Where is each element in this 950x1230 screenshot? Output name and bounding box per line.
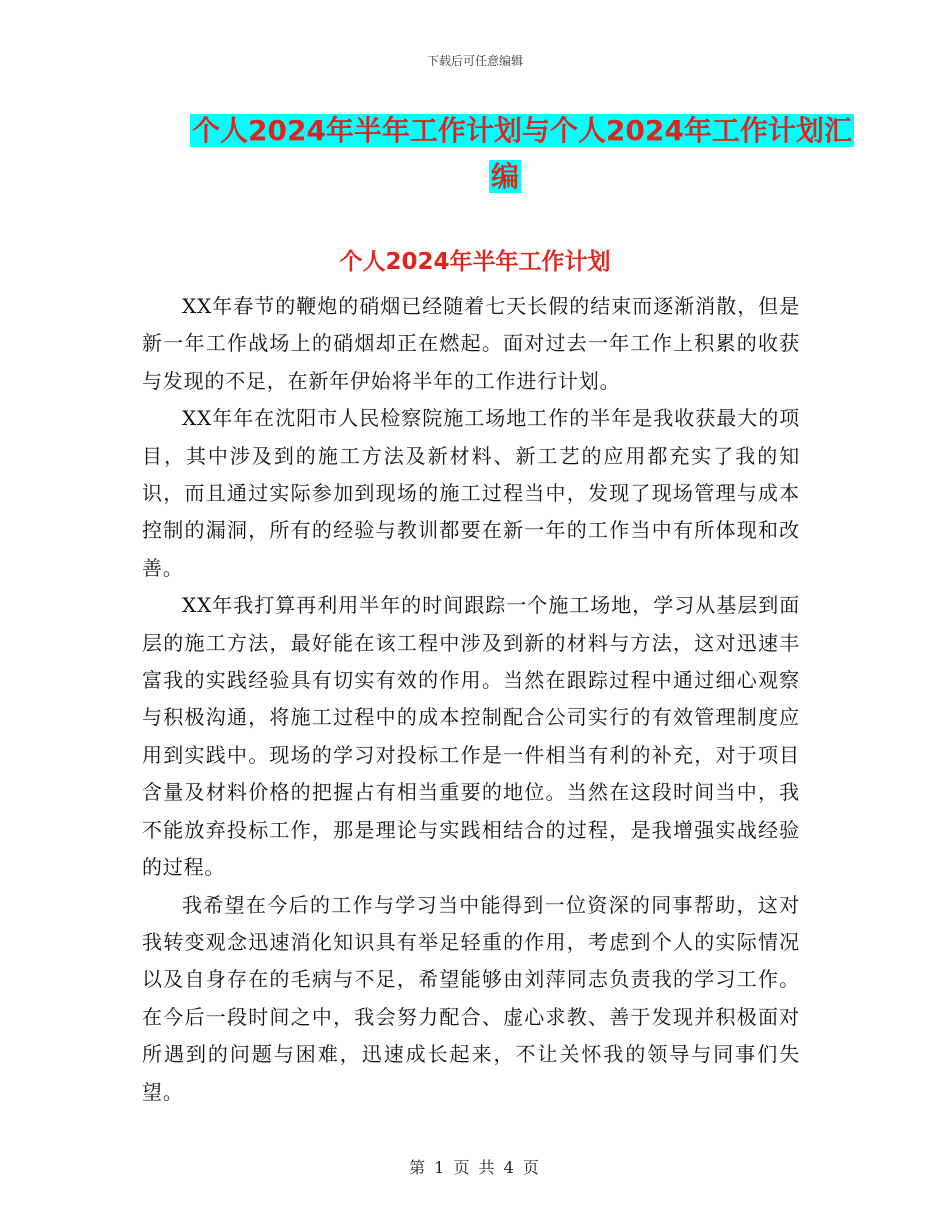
page-footer: 第 1 页 共 4 页 (409, 1158, 541, 1177)
section-title: 个人2024年半年工作计划 (339, 249, 611, 275)
document-title-line1 (190, 108, 852, 154)
paragraph: XX年春节的鞭炮的硝烟已经随着七天长假的结束而逐渐消散，但是新一年工作战场上的硝烟却正在燃起。面对过去一年工作上积累的收获与发现的不足，在新年伊始将半年的工作进行计划。 (142, 294, 800, 393)
paragraph: XX年年在沈阳市人民检察院施工场地工作的半年是我收获最大的项目，其中涉及到的施工方法及新材料、新工艺的应用都充实了我的知识，而且通过实际参加到现场的施工过程当中，发现了现场管理与成本控制的漏洞，所有的经验与教训都要在新一年的工作当中有所体现和改善。 (142, 406, 800, 580)
title-highlight: 个人2024年半年工作计划与个人2024年工作计划汇 (192, 114, 852, 147)
paragraph: 我希望在今后的工作与学习当中能得到一位资深的同事帮助，这对我转变观念迅速消化知识具有举足轻重的作用，考虑到个人的实际情况以及自身存在的毛病与不足，希望能够由刘萍同志负责我的学习工作。在今后一段时间之中，我会努力配合、虚心求教、善于发现并积极面对所遇到的问题与困难，迅速成长起来，不让关怀我的领导与同事们失望。 (142, 892, 800, 1104)
body-text (142, 288, 800, 1111)
document-title-line2 (190, 154, 810, 200)
paragraph: XX年我打算再利用半年的时间跟踪一个施工场地，学习从基层到面层的施工方法，最好能在该工程中涉及到新的材料与方法，这对迅速丰富我的实践经验具有切实有效的作用。当然在跟踪过程中通过细心观察与积极沟通，将施工过程中的成本控制配合公司实行的有效管理制度应用到实践中。现场的学习对投标工作是一件相当有利的补充，对于项目含量及材料价格的把握占有相当重要的地位。当然在这段时间当中，我不能放弃投标工作，那是理论与实践相结合的过程，是我增强实战经验的过程。 (142, 593, 800, 880)
page-header-note: 下载后可任意编辑 (426, 54, 523, 68)
document-title (190, 108, 852, 200)
title-highlight: 编 (490, 160, 519, 193)
